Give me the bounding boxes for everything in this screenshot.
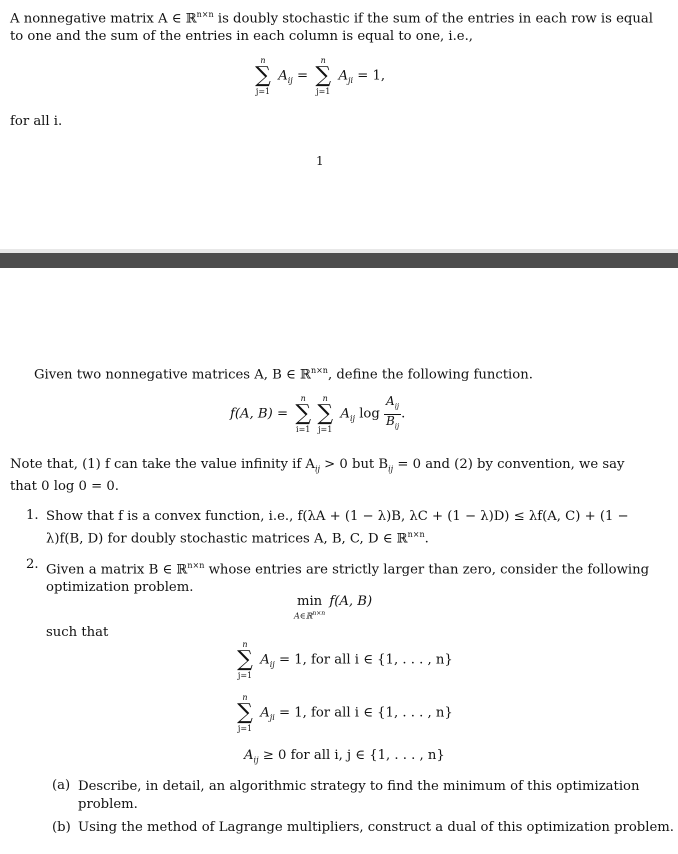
doubly-stochastic-equation: n ∑ j=1 $A_{ij}$ = n ∑ j=1 $A_{ji} = 1$, [252,56,385,96]
c3-rest: ≥ 0 for all i, j ∈ {1, . . . , n} [258,748,445,763]
item2-number: 2. [26,557,39,572]
c1-term: A [260,652,270,668]
min-objective [294,594,372,621]
f-term-sub: ij [349,414,355,424]
note-rest: = 0 and (2) by convention, we say [393,457,625,472]
intro-sup: n×n [196,10,214,19]
sub-a-text [78,778,658,813]
frac-den-sub: ij [394,421,400,430]
min-sub-sup: n×n [312,610,326,617]
sum-symbol: n ∑ i=1 [292,394,314,434]
given-text: Given two nonnegative matrices A, B ∈ ℝ [34,367,311,383]
sum-upper: n [242,693,248,702]
sum-upper: n [320,56,326,65]
item2-rest: whose entries are strictly larger than zero, consider the following [204,562,650,578]
intro-paragraph [10,6,653,45]
item2-line2: optimization problem. [46,579,194,595]
sum-lower: j=1 [318,425,333,434]
note-mid: > 0 but B [319,457,389,472]
constraint-nonneg [244,748,445,765]
item1-line1: Show that f is a convex function, i.e., f(λA + (1 − λ)B, λC + (1 − λ)D) ≤ λf(A, C) + (1 − [46,509,629,524]
min-sub: A∈ℝ [294,611,313,621]
sub-a-label: (a) [52,778,71,793]
eq-row-sub: ij [287,76,293,86]
intro-text-line2: to one and the sum of the entries in each column is equal to one, i.e., [10,28,473,44]
sum-lower: j=1 [237,671,253,680]
page-separator [0,253,678,268]
eq-rhs: = 1, [357,68,386,84]
item1-line2: λ)f(B, D) for doubly stochastic matrices A, B, C, D ∈ ℝ [46,530,408,546]
frac-den: B [385,413,395,428]
note-sub2: ij [388,464,394,474]
sum-upper: n [260,56,266,65]
c2-term: A [260,705,270,721]
c3-term: A [244,748,254,763]
c1-rest: = 1, for all i ∈ {1, . . . , n} [274,652,453,668]
sum-lower: j=1 [237,724,253,733]
sum-upper: n [300,394,306,403]
item2-line1: Given a matrix B ∈ ℝ [46,562,188,578]
sub-b-label: (b) [52,820,71,835]
note-text: Note that, (1) f can take the value infinity if A [10,457,315,472]
f-log: log [359,406,380,422]
sum-symbol: n ∑ j=1 [312,56,334,96]
eq-col-term: A [338,68,348,84]
f-end: . [401,406,406,422]
note-paragraph [10,456,635,496]
sum-upper: n [242,640,248,649]
sub-b-text: Using the method of Lagrange multipliers, construct a dual of this optimization problem. [78,820,674,835]
sub-a-line1: Describe, in detail, an algorithmic strategy to find the minimum of this optimization [78,779,640,794]
min-label: min [296,594,323,609]
c2-rest: = 1, for all i ∈ {1, . . . , n} [274,705,453,721]
item1-end: . [424,530,429,546]
eq-row-term: A [278,68,288,84]
frac-num: A [386,394,395,409]
page-number: 1 [316,154,324,168]
item1-text [46,508,646,547]
c2-sub: ji [269,713,275,723]
constraint-col-sum [234,693,453,733]
frac-num-sub: ij [394,402,400,411]
sum-upper: n [322,394,328,403]
sum-symbol: n ∑ j=1 [252,56,274,96]
f-definition-equation [230,394,405,434]
item1-number: 1. [26,508,39,523]
item2-sup: n×n [187,561,205,570]
sub-a-line2: problem. [78,796,138,812]
min-objective-expr: f(A, B) [329,594,373,609]
f-lhs: f(A, B) = [230,406,289,422]
constraint-row-sum [234,640,453,680]
given-line [34,366,533,382]
sum-lower: j=1 [316,87,331,96]
given-rest: , define the following function. [327,367,533,383]
forall-text: for all i. [10,114,63,129]
intro-text-rest: is doubly stochastic if the sum of the entries in each row is equal [213,11,653,27]
note-line2: that 0 log 0 = 0. [10,479,119,495]
c1-sub: ij [269,660,275,670]
intro-text: A nonnegative matrix A ∈ ℝ [10,11,197,27]
note-sub1: ij [314,464,320,474]
sum-symbol: n ∑ j=1 [234,640,256,680]
item2-text [46,557,650,596]
eq-col-sub: ji [347,76,354,86]
sum-lower: j=1 [255,87,271,96]
item1-sup: n×n [407,529,425,539]
c3-sub: ij [253,755,259,765]
such-that-label: such that [46,625,109,640]
sum-symbol: n ∑ j=1 [314,394,336,434]
f-term: A [340,406,350,422]
given-sup: n×n [310,366,328,375]
sum-symbol: n ∑ j=1 [234,693,256,733]
sum-lower: i=1 [296,425,311,434]
f-fraction [384,395,401,433]
